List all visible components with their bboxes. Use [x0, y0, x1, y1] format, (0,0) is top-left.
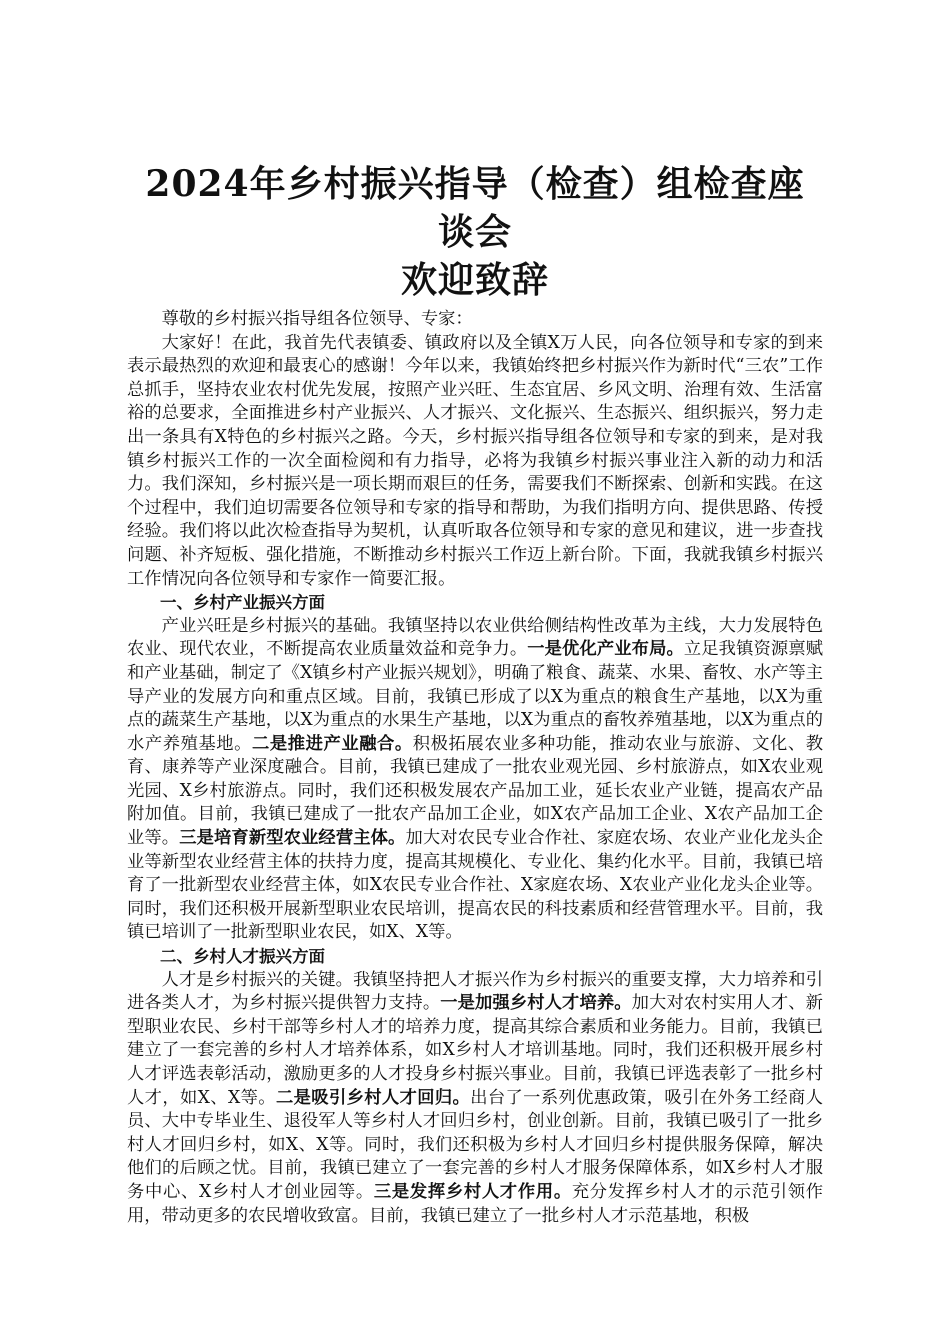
section2-text-4: 充分发挥乡村人才的示范引领作用，带动更多的农民增收致富。目前，我镇已建立了一批乡村人才示范基地，积极 [127, 1181, 823, 1226]
salutation: 尊敬的乡村振兴指导组各位领导、专家： [161, 309, 473, 329]
document-page [127, 160, 823, 1228]
title-year: 2024 [145, 163, 250, 205]
section1-text-2: 立足我镇资源禀赋和产业基础，制定了《X镇乡村产业振兴规划》，明确了粮食、蔬菜、水果、畜牧、水产等主导产业的发展方向和重点区域。目前，我镇已形成了以X为重点的粮食生产基地，以X为重点的蔬菜生产基地，以X为重点的水果生产基地，以X为重点的畜牧养殖基地，以X为重点的水产养殖基地。 [127, 639, 823, 754]
section2-text-3: 出台了一系列优惠政策，吸引在外务工经商人员、大中专毕业生、退役军人等乡村人才回归乡村，创业创新。目前，我镇已吸引了一批乡村人才回归乡村，如X、X等。同时，我们还积极为乡村人才回归乡村提供服务保障，解决他们的后顾之忧。目前，我镇已建立了一套完善的乡村人才服务保障体系，如X乡村人才服务中心、X乡村人才创业园等。 [127, 1087, 823, 1202]
section2-heading: 二、乡村人才振兴方面 [160, 947, 325, 967]
section2-text-2: 加大对农村实用人才、新型职业农民、乡村干部等乡村人才的培养力度，提高其综合素质和业务能力。目前，我镇已建立了一套完善的乡村人才培养体系，如X乡村人才培训基地。同时，我们还积极开展乡村人才评选表彰活动，激励更多的人才投身乡村振兴事业。目前，我镇已评选表彰了一批乡村人才，如X、X等。 [127, 993, 823, 1108]
title-line2: 欢迎致辞 [400, 259, 549, 301]
section1-bold-2: 二是推进产业融合。 [252, 733, 413, 754]
section1-text-3: 积极拓展农业多种功能，推动农业与旅游、文化、教育、康养等产业深度融合。目前，我镇已建成了一批农业观光园、乡村旅游点，如X农业观光园、X乡村旅游点。同时，我们还积极发展农产品加工业，延长农业产业链，提高农产品附加值。目前，我镇已建成了一批农产品加工企业，如X农产品加工企业、X农产品加工企业等。 [127, 733, 823, 849]
title-line1: 年乡村振兴指导（检查）组检查座谈会 [249, 163, 805, 253]
section1-bold-3: 三是培育新型农业经营主体。 [179, 828, 406, 849]
section2-bold-1: 一是加强乡村人才培养。 [440, 993, 632, 1014]
intro-paragraph: 大家好！在此，我首先代表镇委、镇政府以及全镇X万人民，向各位领导和专家的到来表示最热烈的欢迎和最衷心的感谢！今年以来，我镇始终把乡村振兴作为新时代“三农”工作总抓手，坚持农业农村优先发展，按照产业兴旺、生态宜居、乡风文明、治理有效、生活富裕的总要求，全面推进乡村产业振兴、人才振兴、文化振兴、生态振兴、组织振兴，努力走出一条具有X特色的乡村振兴之路。今天，乡村振兴指导组各位领导和专家的到来，是对我镇乡村振兴工作的一次全面检阅和有力指导，必将为我镇乡村振兴事业注入新的动力和活力。我们深知，乡村振兴是一项长期而艰巨的任务，需要我们不断探索、创新和实践。在这个过程中，我们迫切需要各位领导和专家的指导和帮助，为我们指明方向、提供思路、传授经验。我们将以此次检查指导为契机，认真听取各位领导和专家的意见和建议，进一步查找问题、补齐短板、强化措施，不断推动乡村振兴工作迈上新台阶。下面，我就我镇乡村振兴工作情况向各位领导和专家作一简要汇报。 [127, 332, 823, 589]
document-title [127, 160, 823, 304]
section2-paragraph [127, 969, 823, 1229]
section1-text-4: 加大对农民专业合作社、家庭农场、农业产业化龙头企业等新型农业经营主体的扶持力度，提高其规模化、专业化、集约化水平。目前，我镇已培育了一批新型农业经营主体，如X农民专业合作社、X家庭农场、X农业产业化龙头企业等。同时，我们还积极开展新型职业农民培训，提高农民的科技素质和经营管理水平。目前，我镇已培训了一批新型职业农民，如X、X等。 [127, 828, 823, 943]
section2-text-1: 人才是乡村振兴的关键。我镇坚持把人才振兴作为乡村振兴的重要支撑，大力培养和引进各类人才，为乡村振兴提供智力支持。 [127, 969, 823, 1014]
section1-heading: 一、乡村产业振兴方面 [160, 593, 325, 613]
section1-text-1: 产业兴旺是乡村振兴的基础。我镇坚持以农业供给侧结构性改革为主线，大力发展特色农业、现代农业，不断提高农业质量效益和竞争力。 [127, 615, 823, 660]
section1-paragraph [127, 615, 823, 945]
section1-bold-1: 一是优化产业布局。 [527, 639, 684, 660]
section2-bold-3: 三是发挥乡村人才作用。 [373, 1181, 572, 1202]
section2-bold-2: 二是吸引乡村人才回归。 [275, 1087, 471, 1108]
